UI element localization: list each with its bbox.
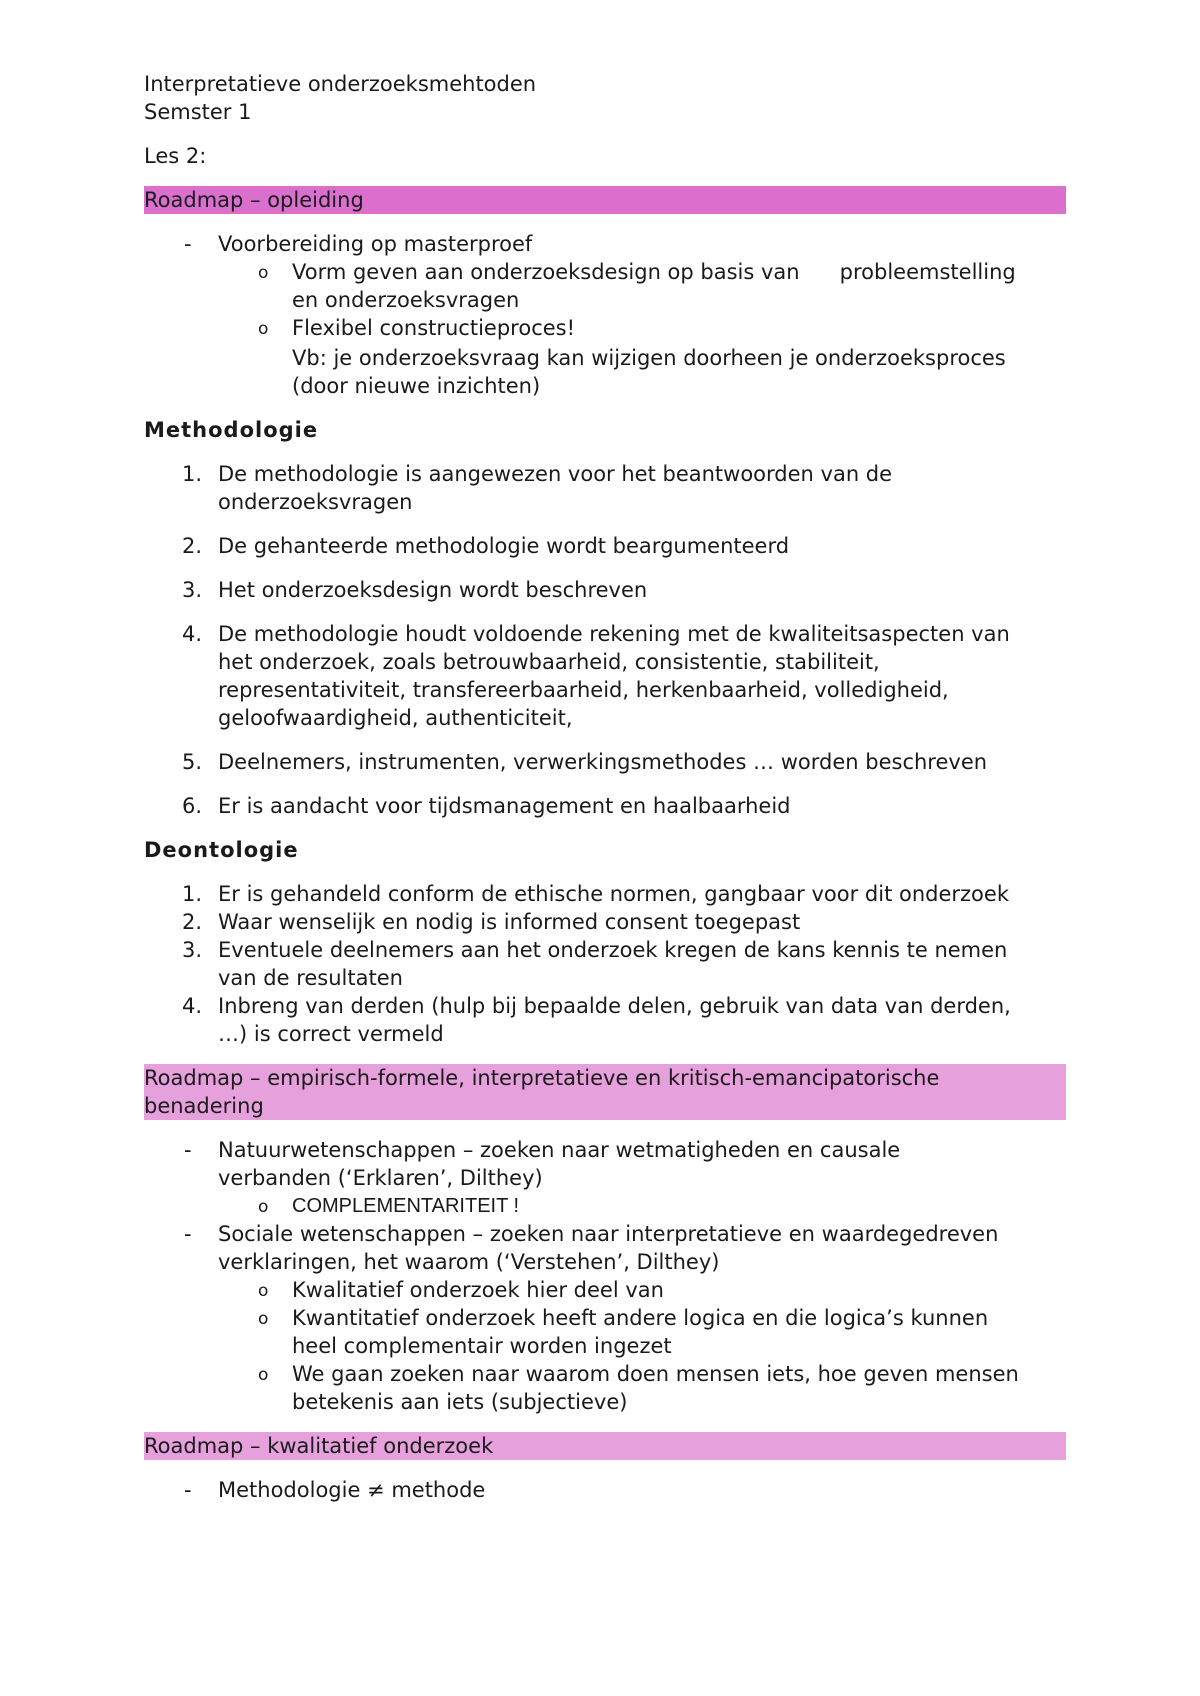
list-item-text: en onderzoeksvragen — [292, 288, 520, 312]
list-item — [144, 314, 1066, 400]
numbered-item — [144, 936, 1066, 992]
circle-bullet: o — [258, 1365, 269, 1385]
numbered-item — [144, 620, 1066, 732]
numbered-item — [144, 880, 1066, 908]
dash-bullet: - — [184, 1138, 192, 1162]
lesson-label: Les 2: — [144, 144, 207, 168]
numbered-item — [144, 532, 1066, 560]
list-item-text: COMPLEMENTARITEIT ! — [292, 1195, 520, 1217]
item-number: 2. — [182, 534, 203, 558]
list-item-text: verbanden (‘Erklaren’, Dilthey) — [218, 1166, 543, 1190]
item-text: Er is gehandeld conform de ethische normen, gangbaar voor dit onderzoek — [218, 882, 1009, 906]
item-text: onderzoeksvragen — [218, 490, 413, 514]
circle-bullet: o — [258, 319, 269, 339]
list-item — [144, 230, 1066, 400]
item-number: 5. — [182, 750, 203, 774]
methodologie-list — [144, 460, 1066, 820]
item-text: De methodologie houdt voldoende rekening met de kwaliteitsaspecten van — [218, 622, 1010, 646]
list-item-text: Methodologie ≠ methode — [218, 1478, 486, 1502]
item-text: De methodologie is aangewezen voor het beantwoorden van de — [218, 462, 893, 486]
list-item-text: Kwalitatief onderzoek hier deel van — [292, 1278, 664, 1302]
dash-bullet: - — [184, 232, 192, 256]
list-item — [144, 1304, 1066, 1360]
item-text: Eventuele deelnemers aan het onderzoek kregen de kans kennis te nemen — [218, 938, 1008, 962]
roadmap-kwalitatief-heading: Roadmap – kwalitatief onderzoek — [144, 1432, 1066, 1460]
dash-bullet: - — [184, 1222, 192, 1246]
list-item — [144, 1136, 1066, 1220]
item-text: van de resultaten — [218, 966, 403, 990]
document-page — [144, 70, 1066, 1504]
methodologie-heading: Methodologie — [144, 418, 319, 442]
list-item — [144, 1192, 1066, 1220]
list-item — [144, 1220, 1066, 1416]
item-number: 1. — [182, 462, 203, 486]
item-text: het onderzoek, zoals betrouwbaarheid, consistentie, stabiliteit, — [218, 650, 880, 674]
list-item-note: Vb: je onderzoeksvraag kan wijzigen doorheen je onderzoeksproces — [292, 346, 1006, 370]
item-text: Er is aandacht voor tijdsmanagement en haalbaarheid — [218, 794, 791, 818]
numbered-item — [144, 460, 1066, 516]
roadmap-opleiding-heading: Roadmap – opleiding — [144, 186, 1066, 214]
item-number: 6. — [182, 794, 203, 818]
roadmap-kwalitatief-list — [144, 1476, 1066, 1504]
item-number: 4. — [182, 622, 203, 646]
numbered-item — [144, 992, 1066, 1048]
item-text: Waar wenselijk en nodig is informed consent toegepast — [218, 910, 801, 934]
item-text: De gehanteerde methodologie wordt beargumenteerd — [218, 534, 790, 558]
heading-line: Roadmap – empirisch-formele, interpretatieve en kritisch-emancipatorische — [144, 1066, 940, 1090]
roadmap-benadering-heading — [144, 1064, 1066, 1120]
item-number: 4. — [182, 994, 203, 1018]
document-title: Interpretatieve onderzoeksmehtoden — [144, 72, 537, 96]
list-item-text: heel complementair worden ingezet — [292, 1334, 672, 1358]
item-text: geloofwaardigheid, authenticiteit, — [218, 706, 573, 730]
item-text: representativiteit, transfereerbaarheid, herkenbaarheid, volledigheid, — [218, 678, 949, 702]
numbered-item — [144, 792, 1066, 820]
list-item-text: We gaan zoeken naar waarom doen mensen iets, hoe geven mensen — [292, 1362, 1019, 1386]
list-item-text: betekenis aan iets (subjectieve) — [292, 1390, 628, 1414]
list-item-text: Flexibel constructieproces! — [292, 316, 576, 340]
list-item-text: Sociale wetenschappen – zoeken naar interpretatieve en waardegedreven — [218, 1222, 999, 1246]
deontologie-heading: Deontologie — [144, 838, 299, 862]
heading-line: benadering — [144, 1094, 264, 1118]
list-item — [144, 1476, 1066, 1504]
item-text: …) is correct vermeld — [218, 1022, 444, 1046]
circle-bullet: o — [258, 1309, 269, 1329]
numbered-item — [144, 576, 1066, 604]
item-number: 3. — [182, 578, 203, 602]
circle-bullet: o — [258, 1197, 269, 1217]
item-text: Inbreng van derden (hulp bij bepaalde delen, gebruik van data van derden, — [218, 994, 1011, 1018]
numbered-item — [144, 748, 1066, 776]
item-text: Het onderzoeksdesign wordt beschreven — [218, 578, 648, 602]
dash-bullet: - — [184, 1478, 192, 1502]
list-item — [144, 1360, 1066, 1416]
list-item — [144, 258, 1066, 314]
roadmap-benadering-list — [144, 1136, 1066, 1416]
list-item-note: (door nieuwe inzichten) — [292, 374, 541, 398]
roadmap-opleiding-list — [144, 230, 1066, 400]
item-text: Deelnemers, instrumenten, verwerkingsmethodes … worden beschreven — [218, 750, 988, 774]
circle-bullet: o — [258, 1281, 269, 1301]
deontologie-list — [144, 880, 1066, 1048]
numbered-item — [144, 908, 1066, 936]
semester-label: Semster 1 — [144, 100, 252, 124]
list-item-text: verklaringen, het waarom (‘Verstehen’, Dilthey) — [218, 1250, 720, 1274]
list-item-text: Natuurwetenschappen – zoeken naar wetmatigheden en causale — [218, 1138, 901, 1162]
item-number: 1. — [182, 882, 203, 906]
item-number: 3. — [182, 938, 203, 962]
list-item — [144, 1276, 1066, 1304]
item-number: 2. — [182, 910, 203, 934]
list-item-text: Voorbereiding op masterproef — [218, 232, 533, 256]
list-item-text: Kwantitatief onderzoek heeft andere logica en die logica’s kunnen — [292, 1306, 989, 1330]
list-item-text: Vorm geven aan onderzoeksdesign op basis van probleemstelling — [292, 260, 1016, 284]
circle-bullet: o — [258, 263, 269, 283]
